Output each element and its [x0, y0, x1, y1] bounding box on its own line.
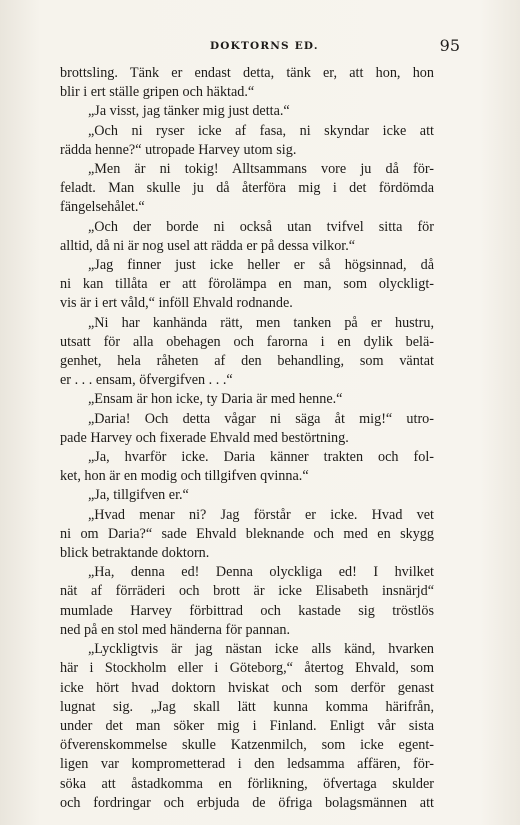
text-line: rädda henne?“ utropade Harvey utom sig.	[60, 141, 297, 158]
text-line: „Och der borde ni också utan tvifvel sitta för	[88, 218, 434, 235]
text-line: alltid, då ni är nog usel att rädda er på dessa vilkor.“	[60, 237, 356, 254]
text-line: „Ni har kanhända rätt, men tanken på er hustru,	[88, 314, 434, 331]
text-line: „Ja visst, jag tänker mig just detta.“	[88, 103, 290, 120]
text-line: brottsling. Tänk er endast detta, tänk er, att hon, hon	[60, 65, 434, 81]
text-line: nät af förräderi och brott är icke Elisabeth insnärjd“	[60, 583, 434, 600]
text-line: mumlade Harvey förbittrad och kastade sig tröstlös	[60, 602, 434, 619]
page-number: 95	[439, 36, 460, 55]
text-line: blick betraktande doktorn.	[60, 545, 210, 562]
text-line: er . . . ensam, öfvergifven . . .“	[60, 372, 233, 389]
text-line: „Jag finner just icke heller er så högsinnad, då	[88, 257, 434, 274]
text-line: „Ja, tillgifven er.“	[88, 487, 189, 504]
text-line: „Ha, denna ed! Denna olyckliga ed! I hvilket	[88, 564, 434, 581]
text-line: vis är i ert våld,“ inföll Ehvald rodnande.	[60, 295, 293, 312]
text-line: öfverenskommelse skulle Katzenmilch, som icke egent-	[60, 737, 434, 754]
text-line: söka att åstadkomma en förlikning, öfvertaga skulder	[60, 775, 434, 792]
text-line: feladt. Man skulle ju då återföra mig i det fördömda	[60, 180, 434, 197]
text-line: och fordringar och erbjuda de öfriga bolagsmännen att	[60, 794, 434, 811]
text-line: ni kan tillåta er att förolämpa en man, som olyckligt-	[60, 276, 434, 293]
text-line: „Ensam är hon icke, ty Daria är med henne.“	[88, 391, 343, 408]
text-line: lugnat sig. „Jag skall lätt kunna komma härifrån,	[60, 698, 434, 715]
body-text	[60, 64, 434, 813]
text-line: „Daria! Och detta vågar ni säga åt mig!“ utro-	[88, 410, 434, 427]
text-line: „Hvad menar ni? Jag förstår er icke. Hvad vet	[88, 506, 434, 523]
text-line: „Men är ni tokig! Alltsammans vore ju då för-	[88, 161, 434, 178]
page-header	[60, 36, 460, 58]
text-line: under det man söker mig i Finland. Enligt vår sista	[60, 717, 434, 734]
text-line: pade Harvey och fixerade Ehvald med bestörtning.	[60, 429, 349, 446]
text-line: ni om Daria?“ sade Ehvald bleknande och med en skygg	[60, 525, 434, 542]
text-line: genhet, hela råheten af den behandling, som väntat	[60, 353, 434, 370]
text-line: „Lyckligtvis är jag nästan icke alls känd, hvarken	[88, 641, 434, 658]
text-line: ligen var komprometterad i den ledsamma affären, för-	[60, 756, 434, 773]
text-line: här i Stockholm eller i Göteborg,“ återtog Ehvald, som	[60, 660, 434, 677]
text-line: utsatt för alla obehagen och farorna i en dylik belä-	[60, 333, 434, 350]
text-line: „Ja, hvarför icke. Daria känner trakten och fol-	[88, 449, 434, 466]
text-line: „Och ni ryser icke af fasa, ni skyndar icke att	[88, 122, 434, 139]
running-head: DOKTORNS ED.	[210, 40, 319, 52]
text-line: ket, hon är en modig och tillgifven qvinna.“	[60, 468, 309, 485]
text-line: blir i ert ställe gripen och häktad.“	[60, 84, 255, 101]
text-line: icke hört hvad doktorn hviskat och som derför genast	[60, 679, 434, 696]
text-line: fängelsehålet.“	[60, 199, 145, 216]
text-line: ned på en stol med händerna för pannan.	[60, 621, 291, 638]
